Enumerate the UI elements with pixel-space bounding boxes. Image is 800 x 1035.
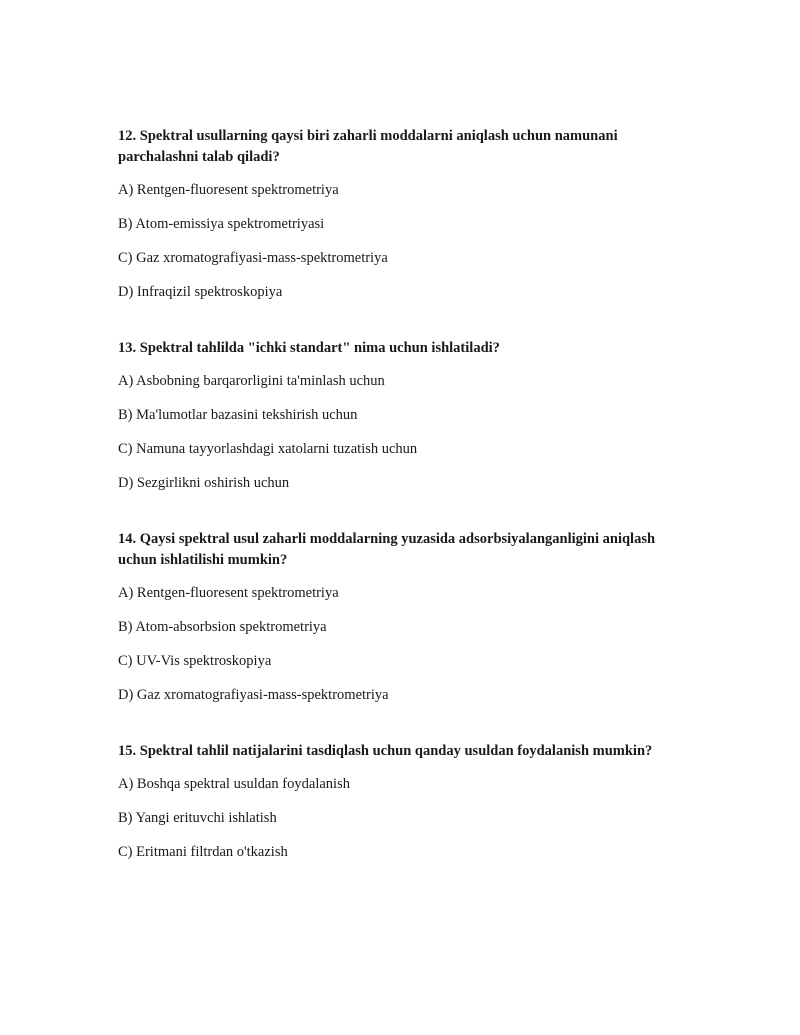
answer-option: B) Yangi erituvchi ishlatish	[118, 810, 277, 826]
answer-option: B) Atom-emissiya spektrometriyasi	[118, 216, 325, 232]
answer-option: D) Gaz xromatografiyasi-mass-spektrometriya	[118, 687, 389, 703]
answer-option: D) Sezgirlikni oshirish uchun	[118, 475, 290, 491]
question-12	[118, 126, 678, 302]
answer-option: C) UV-Vis spektroskopiya	[118, 653, 272, 669]
answer-option: D) Infraqizil spektroskopiya	[118, 284, 283, 300]
question-13	[118, 338, 678, 493]
answer-option: A) Boshqa spektral usuldan foydalanish	[118, 776, 350, 792]
answer-option: A) Rentgen-fluoresent spektrometriya	[118, 182, 339, 198]
question-title: 14. Qaysi spektral usul zaharli moddalarning yuzasida adsorbsiyalanganligini aniqlash uchun ishlatilishi mumkin?	[118, 531, 656, 568]
question-title: 15. Spektral tahlil natijalarini tasdiqlash uchun qanday usuldan foydalanish mumkin?	[118, 743, 653, 759]
answer-option: B) Ma'lumotlar bazasini tekshirish uchun	[118, 407, 358, 423]
question-15	[118, 741, 678, 862]
answer-option: C) Eritmani filtrdan o'tkazish	[118, 844, 288, 860]
question-14	[118, 529, 678, 705]
answer-option: C) Gaz xromatografiyasi-mass-spektrometriya	[118, 250, 388, 266]
answer-option: B) Atom-absorbsion spektrometriya	[118, 619, 327, 635]
question-list	[118, 126, 678, 898]
question-title: 13. Spektral tahlilda "ichki standart" nima uchun ishlatiladi?	[118, 340, 500, 356]
answer-option: A) Asbobning barqarorligini ta'minlash uchun	[118, 373, 385, 389]
answer-option: C) Namuna tayyorlashdagi xatolarni tuzatish uchun	[118, 441, 418, 457]
answer-option: A) Rentgen-fluoresent spektrometriya	[118, 585, 339, 601]
question-title: 12. Spektral usullarning qaysi biri zaharli moddalarni aniqlash uchun namunani parchalashni talab qiladi?	[118, 128, 618, 165]
